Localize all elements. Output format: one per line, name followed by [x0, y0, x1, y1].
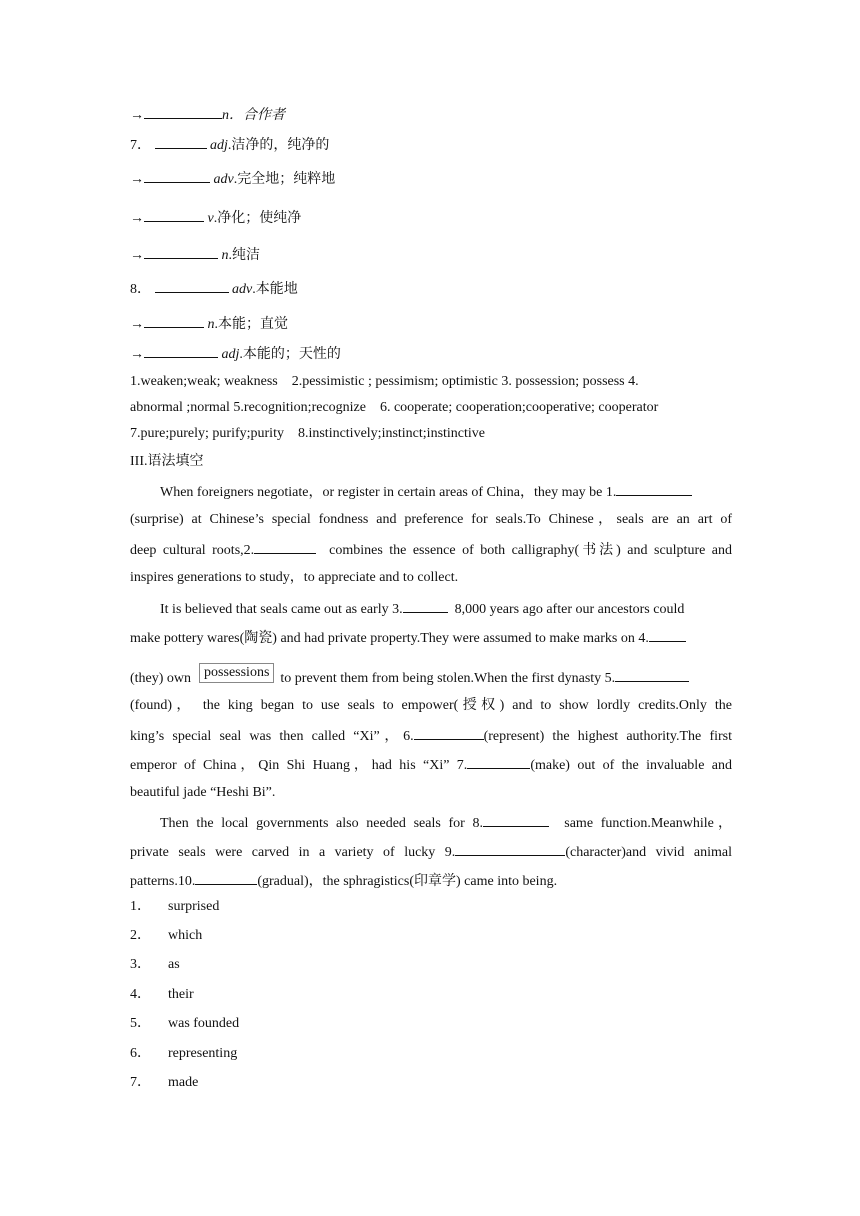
- passage-paragraph-2: [130, 598, 732, 812]
- vocab-text: .本能；直觉: [214, 317, 288, 332]
- arrow: →: [130, 211, 144, 226]
- blank: [414, 725, 484, 740]
- blank: [144, 343, 218, 358]
- vocab-line-5: [130, 244, 732, 266]
- vocab-line-4: [130, 207, 732, 229]
- part-of-speech: adj: [210, 138, 228, 153]
- vocab-line-3: [130, 168, 732, 190]
- passage-line: When foreigners negotiate，or register in certain areas of China，they may be 1.: [130, 481, 732, 510]
- arrow: →: [130, 317, 144, 332]
- vocab-line-2: [130, 134, 732, 156]
- blank: [455, 841, 565, 856]
- blank: [155, 278, 229, 293]
- blank: [403, 598, 448, 613]
- passage-line: private seals were carved in a variety of lucky 9. (character)and vivid animal: [130, 841, 732, 870]
- vocab-line-7: [130, 313, 732, 335]
- passage-line: patterns.10. (gradual)，the sphragistics(印章学) came into being.: [130, 870, 732, 899]
- vocab-line-6: [130, 278, 732, 300]
- blank: [467, 754, 530, 769]
- document-page: → n．合作者 7． adj.洁净的，纯净的 → adv.完全地；纯粹地 → v.净化；使纯净 → n.纯洁 8． adv.本能地 → n.本能；直觉 → adj.本能的；天性的 1.weaken;weak; weakness 2.pessimistic ; pessimism; optimistic 3. possession; possess 4. abnormal ;normal 5.recognition;recognize 6. cooperate; cooperation;cooperative; cooperator 7.pure;purely; purify;purity 8.instinctively;instinct;instinctive III.语法填空 When foreigners negotiate，or register in certain areas of China，they may be 1. (surprise) at Chinese’s special fondness and preference for seals.To Chinese，seals are an art of deep cultural roots,2. combines the essence of both calligraphy(书法) and sculpture and inspires generations to study，to appreciate and to collect. It is believed that seals came out as early 3. 8,000 years ago after our ancestors could make pottery wares(陶瓷) and had private property.They were assumed to make marks on 4. (they) own possessions to prevent them from being stolen.When the first dynasty 5. (found)， the king began to use seals to empower(授权) and to show lordly credits.Only the king’s special seal was then called “Xi”，6. (represent) the highest authority.The first emperor of China，Qin Shi Huang，had his “Xi” 7. (make) out of the invaluable and beautiful jade “Heshi Bi”. Then the local governments also needed seals for 8. same function.Meanwhile， private seals were carved in a variety of lucky 9. (character)and vivid animal patterns.10. (gradual)，the sphragistics(印章学) came into being. 1． surprised 2． which 3． as 4． their 5． was founded 6． representing 7． made: [0, 0, 860, 1216]
- blank: [144, 207, 204, 222]
- passage-line: Then the local governments also needed seals for 8. same function.Meanwhile，: [130, 812, 732, 841]
- passage-line: (found)， the king began to use seals to empower(授权) and to show lordly credits.Only the: [130, 698, 732, 713]
- passage-paragraph-3: [130, 812, 732, 899]
- blank: [144, 313, 204, 328]
- section-heading: III.语法填空: [130, 454, 204, 469]
- blank: [155, 134, 207, 149]
- blank: [144, 244, 218, 259]
- blank: [144, 104, 222, 119]
- blank: [483, 812, 549, 827]
- passage-line: king’s special seal was then called “Xi”，6. (represent) the highest authority.The first: [130, 725, 732, 754]
- passage-line: deep cultural roots,2. combines the essence of both calligraphy(书法) and sculpture and: [130, 539, 732, 568]
- vocab-text: .本能的；天性的: [239, 347, 341, 362]
- passage-paragraph-1: [130, 481, 732, 597]
- arrow: →: [130, 248, 144, 263]
- vocab-answers-line-3: 7.pure;purely; purify;purity 8.instinctively;instinct;instinctive: [130, 426, 486, 441]
- blank: [254, 539, 316, 554]
- vocab-line-8: [130, 343, 732, 365]
- passage-line: emperor of China，Qin Shi Huang，had his “Xi” 7. (make) out of the invaluable and: [130, 754, 732, 783]
- vocab-text: .纯洁: [228, 248, 260, 263]
- arrow: →: [130, 108, 144, 123]
- blank: [615, 667, 689, 682]
- blank: [616, 481, 692, 496]
- part-of-speech: n: [221, 248, 229, 263]
- vocab-answers-line-1: 1.weaken;weak; weakness 2.pessimistic ; pessimism; optimistic 3. possession; possess 4.: [130, 374, 639, 389]
- passage-line: (surprise) at Chinese’s special fondness and preference for seals.To Chinese，seals are an art of: [130, 512, 732, 527]
- passage-line: (they) own possessions to prevent them from being stolen.When the first dynasty 5.: [130, 667, 732, 696]
- item-number: 7．: [130, 138, 151, 153]
- vocab-line-1: [130, 104, 732, 126]
- blank: [144, 168, 210, 183]
- part-of-speech: v: [207, 211, 214, 226]
- vocab-text: n．合作者: [222, 108, 285, 123]
- part-of-speech: n: [207, 317, 215, 332]
- vocab-text: .完全地；纯粹地: [233, 172, 336, 187]
- part-of-speech: adv: [213, 172, 234, 187]
- passage-line: beautiful jade “Heshi Bi”.: [130, 785, 276, 800]
- item-number: 8．: [130, 282, 151, 297]
- answer-box: possessions: [199, 663, 274, 683]
- passage-line: inspires generations to study，to appreciate and to collect.: [130, 570, 459, 585]
- part-of-speech: adj: [221, 347, 240, 362]
- arrow: →: [130, 347, 144, 362]
- vocab-text: .洁净的，纯净的: [227, 138, 330, 153]
- part-of-speech: adv: [232, 282, 253, 297]
- passage-line: It is believed that seals came out as early 3. 8,000 years ago after our ancestors could: [130, 598, 732, 627]
- vocab-text: .净化；使纯净: [213, 211, 302, 226]
- vocab-text: .本能地: [252, 282, 298, 297]
- blank: [195, 870, 257, 885]
- blank: [649, 627, 686, 642]
- vocab-answers-line-2: abnormal ;normal 5.recognition;recognize 6. cooperate; cooperation;cooperative; cooperator: [130, 400, 659, 415]
- arrow: →: [130, 172, 144, 187]
- passage-line: make pottery wares(陶瓷) and had private property.They were assumed to make marks on 4.: [130, 627, 732, 667]
